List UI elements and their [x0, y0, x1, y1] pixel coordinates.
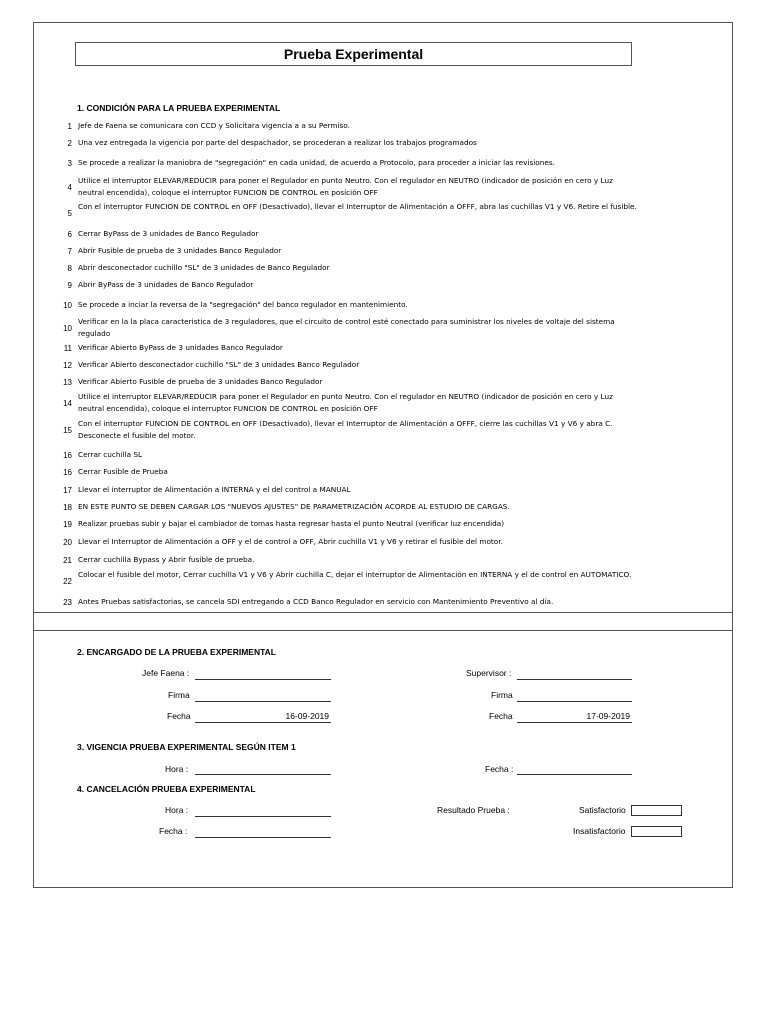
step-text: Jefe de Faena se comunicara con CCD y Solicitara vigencia a a su Permiso.	[78, 121, 350, 130]
step-number: 11	[63, 344, 72, 353]
firma-label-left: Firma	[168, 690, 190, 700]
section3-heading: 3. VIGENCIA PRUEBA EXPERIMENTAL SEGÚN ITEM 1	[77, 742, 296, 752]
step-number: 2	[67, 139, 72, 148]
step-text: Colocar el fusible del motor, Cerrar cuchilla V1 y V6 y Abrir cuchilla C, dejar el interruptor de Alimentación en INTERNA y el de control en AUTOMATICO.	[78, 570, 632, 579]
insatisfactorio-checkbox[interactable]	[631, 826, 682, 837]
divider-line	[33, 630, 733, 631]
fecha-label-s4: Fecha :	[159, 826, 188, 836]
step-text: Cerrar cuchilla SL	[78, 450, 143, 459]
step-number: 18	[63, 503, 72, 512]
jefe-faena-field[interactable]	[195, 679, 331, 680]
satisfactorio-label: Satisfactorio	[579, 805, 626, 815]
step-number: 6	[67, 230, 72, 239]
fecha-label-s3: Fecha :	[485, 764, 514, 774]
fecha-field-right[interactable]	[517, 722, 632, 723]
step-text: Llevar el Interruptor de Alimentación a OFF y el de control a OFF, Abrir cuchilla V1 y V6 y retirar el fusible del motor.	[78, 537, 503, 546]
step-text: Cerrar ByPass de 3 unidades de Banco Regulador	[78, 229, 259, 238]
step-text: Con el interruptor FUNCION DE CONTROL en OFF (Desactivado), llevar el Interruptor de Alimentación a OFFF, abra las cuchillas V1 y V6. Retire el fusible.	[78, 202, 637, 211]
insatisfactorio-label: Insatisfactorio	[573, 826, 626, 836]
step-number: 14	[63, 399, 72, 408]
step-number: 4	[67, 183, 72, 192]
step-number: 17	[63, 486, 72, 495]
hora-field-s3[interactable]	[195, 774, 331, 775]
page-title: Prueba Experimental	[75, 42, 632, 66]
section2-heading: 2. ENCARGADO DE LA PRUEBA EXPERIMENTAL	[77, 647, 276, 657]
step-number: 20	[63, 538, 72, 547]
resultado-label: Resultado Prueba :	[437, 805, 510, 815]
step-number: 5	[67, 209, 72, 218]
fecha-field-left[interactable]	[195, 722, 331, 723]
jefe-faena-label: Jefe Faena :	[142, 668, 190, 678]
step-number: 10	[63, 324, 72, 333]
step-number: 15	[63, 426, 72, 435]
step-number: 10	[63, 301, 72, 310]
fecha-label-right: Fecha	[489, 711, 513, 721]
fecha-field-s4[interactable]	[195, 837, 331, 838]
step-text: Cerrar cuchilla Bypass y Abrir fusible de prueba.	[78, 555, 255, 564]
firma-field-right[interactable]	[517, 701, 632, 702]
fecha-label-left: Fecha	[167, 711, 191, 721]
step-number: 19	[63, 520, 72, 529]
step-number: 21	[63, 556, 72, 565]
step-number: 16	[63, 468, 72, 477]
step-text: Abrir ByPass de 3 unidades de Banco Regulador	[78, 280, 254, 289]
step-text: Realizar pruebas subir y bajar el cambiador de tomas hasta regresar hasta el punto Neutral (verificar luz encendida)	[78, 519, 505, 528]
fecha-field-s3[interactable]	[517, 774, 632, 775]
step-number: 3	[67, 159, 72, 168]
step-number: 7	[67, 247, 72, 256]
step-text: Se procede a inciar la reversa de la "segregación" del banco regulador en mantenimiento.	[78, 300, 408, 309]
step-text: Se procede a realizar la maniobra de "segregación" en cada unidad, de acuerdo a Protocolo, para proceder a iniciar las revisiones.	[78, 158, 555, 167]
fecha-value-right: 17-09-2019	[586, 711, 630, 721]
supervisor-field[interactable]	[517, 679, 632, 680]
step-text: EN ESTE PUNTO SE DEBEN CARGAR LOS "NUEVOS AJUSTES" DE PARAMETRIZACIÓN ACORDE AL ESTUDIO DE CARGAS.	[78, 502, 510, 511]
satisfactorio-checkbox[interactable]	[631, 805, 682, 816]
step-number: 8	[67, 264, 72, 273]
step-text: Cerrar Fusible de Prueba	[78, 467, 168, 476]
step-text: Con el interruptor FUNCION DE CONTROL en OFF (Desactivado), llevar el Interruptor de Alimentación a OFFF, cierre las cuchillas V1 y V6 y abra C. Desconecte el fusible del motor.	[78, 419, 613, 440]
divider-line	[33, 612, 733, 613]
step-text: Verificar Abierto ByPass de 3 unidades Banco Regulador	[78, 343, 283, 352]
step-text: Abrir desconectador cuchillo "SL" de 3 unidades de Banco Regulador	[78, 263, 330, 272]
step-text: Verificar en la la placa caracteristica de 3 reguladores, que el circuito de control esté conectado para suministrar los niveles de voltaje del sistema regulado	[78, 317, 615, 338]
step-number: 23	[63, 598, 72, 607]
step-text: Utilice el interruptor ELEVAR/REDUCIR para poner el Regulador en punto Neutro. Con el regulador en NEUTRO (indicador de posición en cero y Luz neutral encendida), coloque el interruptor FUNCION DE CONTROL en posición OFF	[78, 392, 613, 413]
section4-heading: 4. CANCELACIÓN PRUEBA EXPERIMENTAL	[77, 784, 256, 794]
step-text: Verificar Abierto desconectador cuchillo "SL" de 3 unidades Banco Regulador	[78, 360, 360, 369]
step-number: 9	[67, 281, 72, 290]
step-number: 16	[63, 451, 72, 460]
firma-label-right: Firma	[491, 690, 513, 700]
hora-label-s4: Hora :	[165, 805, 189, 815]
step-number: 22	[63, 577, 72, 586]
step-text: Utilice el interruptor ELEVAR/REDUCIR para poner el Regulador en punto Neutro. Con el regulador en NEUTRO (indicador de posición en cero y Luz neutral encendida), coloque el interruptor FUNCION DE CONTROL en posición OFF	[78, 176, 613, 197]
step-number: 1	[67, 122, 72, 131]
step-text: Antes Pruebas satisfactorias, se cancela SDI entregando a CCD Banco Regulador en servicio con Mantenimiento Preventivo al día.	[78, 597, 554, 606]
fecha-value-left: 16-09-2019	[285, 711, 329, 721]
step-text: Verificar Abierto Fusible de prueba de 3 unidades Banco Regulador	[78, 377, 323, 386]
step-text: Abrir Fusible de prueba de 3 unidades Banco Regulador	[78, 246, 282, 255]
step-number: 13	[63, 378, 72, 387]
step-text: Una vez entregada la vigencia por parte del despachador, se procederan a realizar los trabajos programados	[78, 138, 477, 147]
supervisor-label: Supervisor :	[466, 668, 512, 678]
firma-field-left[interactable]	[195, 701, 331, 702]
step-text: Llevar el interruptor de Alimentación a INTERNA y el del control a MANUAL	[78, 485, 351, 494]
section1-heading: 1. CONDICIÓN PARA LA PRUEBA EXPERIMENTAL	[77, 103, 281, 113]
step-number: 12	[63, 361, 72, 370]
hora-field-s4[interactable]	[195, 816, 331, 817]
hora-label-s3: Hora :	[165, 764, 189, 774]
